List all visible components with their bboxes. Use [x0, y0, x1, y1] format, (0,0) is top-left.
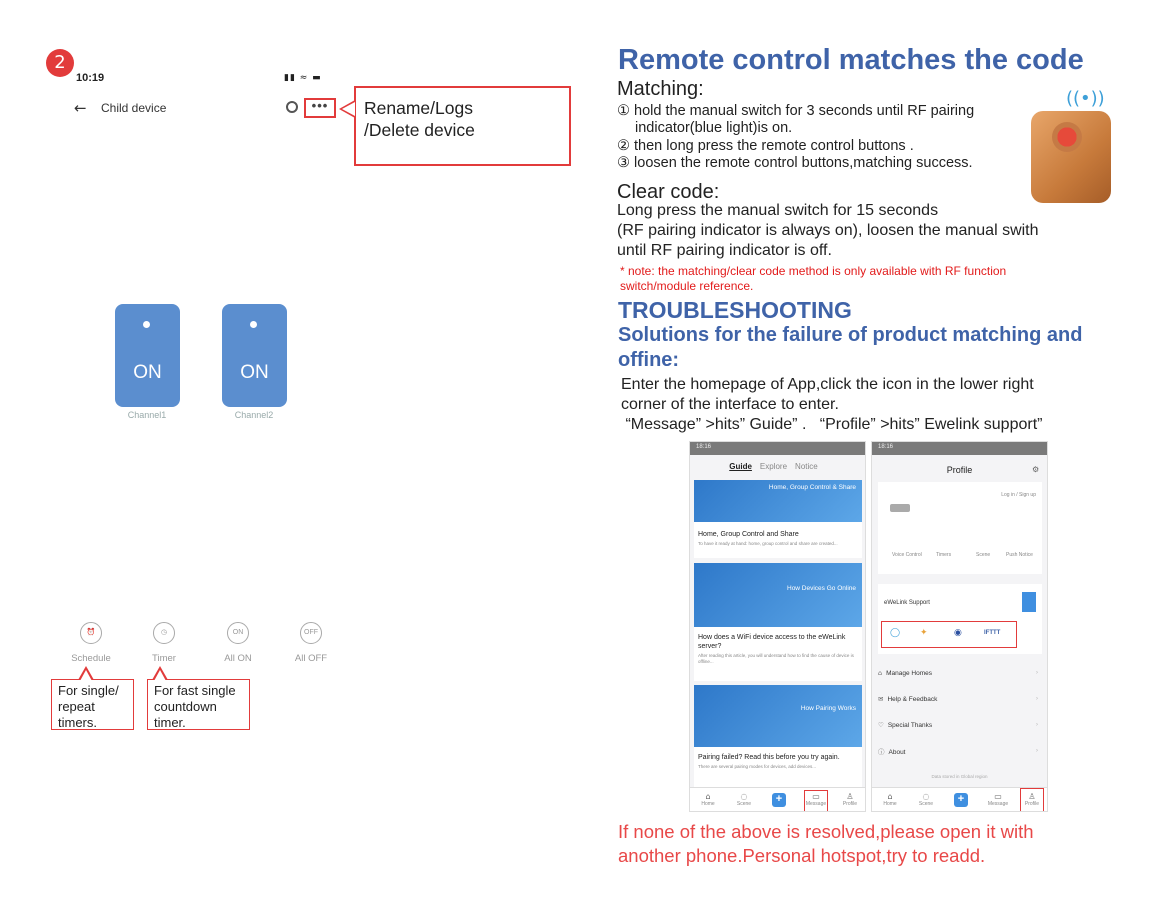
card-banner — [694, 480, 862, 522]
note-line: timers. — [58, 715, 97, 730]
rf-note: switch/module reference. — [620, 279, 754, 293]
guide-tabs — [690, 462, 865, 471]
indicator-dot-icon — [250, 321, 257, 328]
card-text: After reading this article, you will understand how to find the cause of device is offline... — [698, 653, 854, 664]
footer-line: If none of the above is resolved,please open it with — [618, 821, 1034, 842]
alexa-icon[interactable]: ◯ — [890, 628, 901, 638]
matching-step: ① hold the manual switch for 3 seconds until RF pairing — [617, 103, 975, 119]
note-line: For fast single — [154, 683, 236, 698]
mail-icon: ✉ — [878, 695, 884, 703]
banner-text: How Pairing Works — [800, 705, 856, 712]
login-link[interactable]: Log in / Sign up — [1001, 492, 1036, 498]
guide-card[interactable] — [694, 563, 862, 681]
tab-guide[interactable]: Guide — [729, 462, 752, 471]
all-off-icon[interactable]: OFF — [300, 622, 322, 644]
gear-icon[interactable] — [286, 101, 298, 113]
google-assistant-icon[interactable]: ✦ — [920, 628, 928, 638]
timer-icon[interactable]: ◷ — [153, 622, 175, 644]
tab-scene[interactable]: ◌ Scene — [732, 792, 756, 807]
note-pointer-inner — [154, 670, 166, 681]
channel-1-button[interactable] — [115, 304, 180, 407]
matching-step: indicator(blue light)is on. — [635, 120, 793, 136]
profile-icon: ♙ — [846, 792, 854, 801]
card-banner — [694, 563, 862, 627]
note-line: timer. — [154, 715, 186, 730]
manage-homes-row[interactable]: ⌂ Manage Homes › — [878, 669, 1038, 677]
chevron-right-icon: › — [1035, 695, 1038, 702]
message-icon: ▭ — [994, 792, 1002, 801]
clear-code-heading: Clear code: — [617, 181, 720, 203]
support-highlight — [881, 621, 1017, 648]
instructions-line: Enter the homepage of App,click the icon in the lower right — [621, 376, 1034, 393]
timer-label: Timer — [152, 653, 176, 664]
add-device-button[interactable]: + — [954, 793, 968, 807]
instructions-line: corner of the interface to enter. — [621, 396, 839, 413]
profile-screenshot — [871, 441, 1048, 812]
tab-message[interactable]: ▭ Message — [987, 792, 1009, 807]
clear-code-line: (RF pairing indicator is always on), loosen the manual swith — [617, 222, 1039, 239]
channel-2-button[interactable] — [222, 304, 287, 407]
timer-note — [147, 679, 250, 730]
section-title: Remote control matches the code — [618, 44, 1084, 76]
tab-home[interactable]: ⌂ Home — [696, 792, 720, 807]
settings-gear-icon[interactable]: ⚙ — [1032, 465, 1040, 474]
card-text: There are several pairing modes for devices, add devices... — [698, 764, 817, 769]
home-icon: ⌂ — [705, 792, 711, 801]
scene-icon: ◌ — [740, 792, 748, 801]
schedule-icon[interactable]: ⏰ — [80, 622, 102, 644]
clear-code-line: until RF pairing indicator is off. — [617, 242, 832, 259]
channel-label: Channel2 — [234, 410, 274, 420]
push-notice-label[interactable]: Push Notice — [1006, 552, 1033, 558]
more-options-button[interactable]: ••• — [304, 98, 336, 118]
card-title: How does a WiFi device access to the eWeLink server? — [698, 634, 846, 650]
matching-step: ② then long press the remote control buttons . — [617, 138, 914, 154]
callout-line: /Delete device — [364, 120, 475, 140]
about-row[interactable]: ⓘ About › — [878, 747, 1038, 756]
wifi-signal-icon: ((•)) — [1066, 88, 1105, 109]
banner-text: Home, Group Control & Share — [768, 484, 856, 491]
schedule-label: Schedule — [71, 653, 111, 664]
avatar — [890, 504, 910, 512]
rename-callout — [354, 86, 571, 166]
indicator-dot-icon — [143, 321, 150, 328]
clear-code-line: Long press the manual switch for 15 seconds — [617, 202, 939, 219]
channel-label: Channel1 — [127, 410, 167, 420]
tab-message[interactable]: ▭ Message — [805, 792, 827, 807]
all-off-label: All OFF — [294, 653, 328, 664]
matching-heading: Matching: — [617, 78, 704, 100]
account-card[interactable] — [878, 482, 1042, 574]
status-bar: 18:16 — [690, 442, 865, 455]
home-icon: ⌂ — [887, 792, 893, 801]
footer-note — [618, 820, 1034, 868]
schedule-note — [51, 679, 134, 730]
matching-step: ③ loosen the remote control buttons,matching success. — [617, 155, 973, 171]
callout-line: Rename/Logs — [364, 98, 473, 118]
note-line: repeat — [58, 699, 95, 714]
heart-icon: ♡ — [878, 721, 884, 729]
voice-control-label[interactable]: Voice Control — [892, 552, 922, 558]
message-tab-highlight — [804, 790, 828, 812]
scene-label[interactable]: Scene — [976, 552, 991, 558]
chevron-right-icon: › — [1035, 747, 1038, 754]
smartthings-icon[interactable]: ◉ — [954, 628, 962, 638]
timers-label[interactable]: Timers — [936, 552, 952, 558]
chevron-right-icon: › — [1035, 721, 1038, 728]
support-label: eWeLink Support — [884, 600, 930, 606]
instructions-line: “Message” >hits” Guide” . “Profile” >hits” Ewelink support” — [621, 416, 1043, 433]
remote-button-image — [1052, 122, 1082, 152]
status-time: 10:19 — [76, 72, 105, 84]
scene-icon: ◌ — [922, 792, 930, 801]
troubleshooting-heading: TROUBLESHOOTING — [618, 297, 852, 323]
profile-tab-highlight — [1020, 788, 1044, 812]
tab-profile[interactable]: ♙ Profile — [1020, 792, 1044, 807]
special-thanks-row[interactable]: ♡ Special Thanks › — [878, 721, 1038, 729]
card-banner — [694, 685, 862, 747]
guide-screenshot — [689, 441, 866, 812]
guide-card[interactable] — [694, 480, 862, 558]
support-image — [1022, 592, 1036, 612]
all-on-label: All ON — [224, 653, 252, 664]
region-footer: Data stored in Global region — [931, 774, 988, 779]
channel-state: ON — [240, 362, 269, 383]
callout-pointer-inner — [342, 102, 355, 116]
guide-card[interactable] — [694, 685, 862, 787]
card-title: Home, Group Control and Share — [698, 531, 799, 538]
bottom-tab-bar — [690, 787, 865, 811]
tab-home[interactable]: ⌂ Home — [878, 792, 902, 807]
tab-notice[interactable]: Notice — [795, 462, 818, 471]
ifttt-icon[interactable]: IFTTT — [984, 630, 1001, 636]
all-on-icon[interactable]: ON — [227, 622, 249, 644]
chevron-right-icon: › — [1035, 669, 1038, 676]
channel-state: ON — [133, 362, 162, 383]
help-feedback-row[interactable]: ✉ Help & Feedback › — [878, 695, 1038, 703]
status-icons: ▮▮ ≈ ▬ — [284, 73, 322, 83]
solutions-heading: Solutions for the failure of product matching and offine: — [618, 324, 1083, 371]
note-line: For single/ — [58, 683, 119, 698]
message-icon: ▭ — [812, 792, 820, 801]
tab-scene[interactable]: ◌ Scene — [914, 792, 938, 807]
back-arrow-icon[interactable]: ← — [74, 99, 87, 117]
rf-note: * note: the matching/clear code method is only available with RF function — [620, 264, 1007, 278]
footer-line: another phone.Personal hotspot,try to readd. — [618, 845, 986, 866]
step-number-badge: 2 — [46, 49, 74, 77]
tab-profile[interactable]: ♙ Profile — [838, 792, 862, 807]
page-title: Child device — [101, 101, 167, 115]
banner-text: How Devices Go Online — [787, 585, 856, 592]
profile-title: Profile — [946, 465, 973, 475]
info-icon: ⓘ — [878, 748, 885, 756]
card-text: To have it ready at hand: home, group control and share are created... — [698, 541, 838, 546]
tab-explore[interactable]: Explore — [759, 462, 788, 471]
profile-icon: ♙ — [1028, 792, 1036, 801]
note-line: countdown — [154, 699, 217, 714]
note-pointer-inner — [80, 670, 92, 681]
status-bar: 18:16 — [872, 442, 1047, 455]
card-title: Pairing failed? Read this before you try again. — [698, 754, 840, 761]
add-device-button[interactable]: + — [772, 793, 786, 807]
home-icon: ⌂ — [878, 669, 883, 677]
